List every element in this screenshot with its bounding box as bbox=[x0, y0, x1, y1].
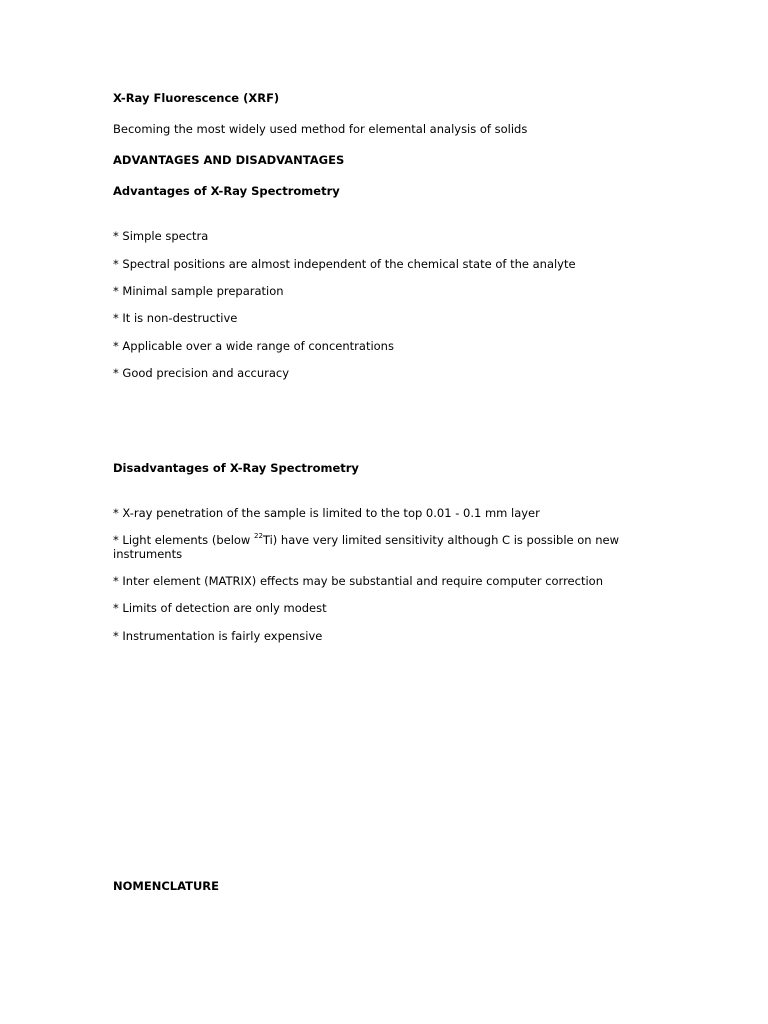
advantage-item: * Simple spectra bbox=[113, 229, 209, 243]
disadvantage-item: * Instrumentation is fairly expensive bbox=[113, 629, 323, 643]
nomenclature-heading: NOMENCLATURE bbox=[113, 879, 219, 893]
disadvantage-item-suffix: Ti) have very limited sensitivity although C is possible on new instruments bbox=[113, 533, 620, 561]
disadvantage-item: * Inter element (MATRIX) effects may be substantial and require computer correction bbox=[113, 574, 603, 588]
document-title: X-Ray Fluorescence (XRF) bbox=[113, 91, 280, 105]
disadvantage-item: * X-ray penetration of the sample is limited to the top 0.01 - 0.1 mm layer bbox=[113, 506, 540, 520]
advantage-item: * Good precision and accuracy bbox=[113, 366, 290, 380]
advantage-item: * Minimal sample preparation bbox=[113, 284, 284, 298]
disadvantage-item: * Limits of detection are only modest bbox=[113, 601, 327, 615]
intro-text: Becoming the most widely used method for elemental analysis of solids bbox=[113, 122, 528, 136]
advantage-item: * Spectral positions are almost independent of the chemical state of the analyte bbox=[113, 257, 576, 271]
advantages-heading: Advantages of X-Ray Spectrometry bbox=[113, 184, 340, 198]
advantage-item: * It is non-destructive bbox=[113, 311, 238, 325]
disadvantage-item bbox=[113, 533, 633, 561]
section-heading: ADVANTAGES AND DISADVANTAGES bbox=[113, 153, 345, 167]
atomic-number-superscript: 22 bbox=[253, 532, 263, 541]
disadvantages-heading: Disadvantages of X-Ray Spectrometry bbox=[113, 461, 359, 475]
advantage-item: * Applicable over a wide range of concentrations bbox=[113, 339, 394, 353]
disadvantage-item-prefix: * Light elements (below bbox=[113, 533, 254, 547]
